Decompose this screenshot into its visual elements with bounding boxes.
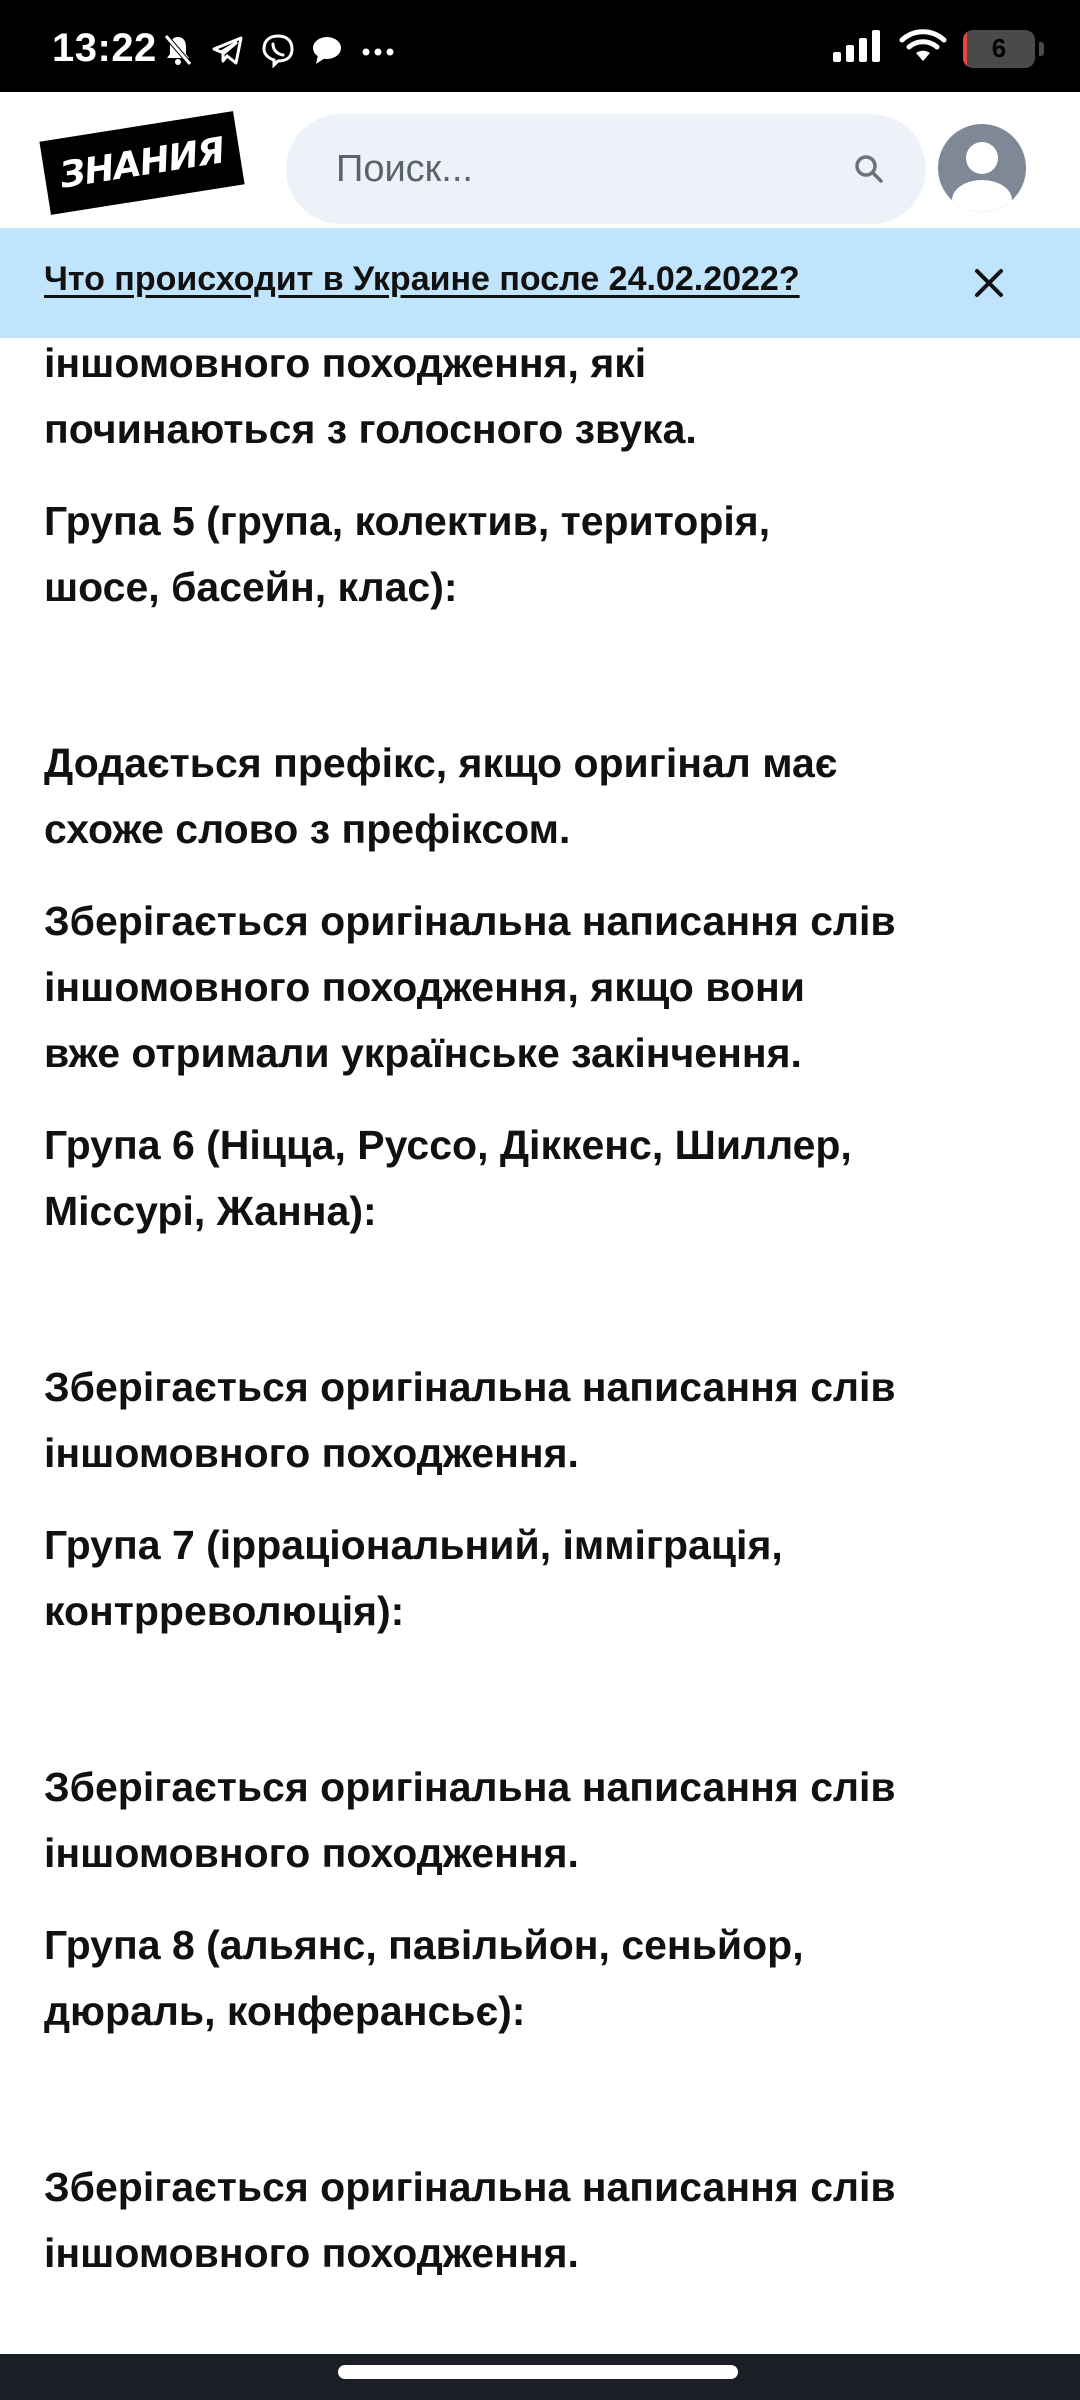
- news-banner: [0, 228, 1080, 338]
- article-line: іншомовного походження, якщо вони: [44, 964, 805, 1010]
- article-line: Група 5 (група, колектив, територія,: [44, 498, 771, 544]
- viber-icon: [260, 32, 296, 68]
- battery-cap: [1039, 42, 1044, 56]
- battery-fill: [963, 30, 967, 68]
- article-line: схоже слово з префіксом.: [44, 806, 571, 852]
- battery-icon: [963, 30, 1035, 68]
- site-header: [0, 92, 1080, 228]
- article-line: Міссурі, Жанна):: [44, 1188, 377, 1234]
- status-notification-icons: [160, 32, 398, 68]
- article-line: шосе, басейн, клас):: [44, 564, 458, 610]
- wifi-icon: [899, 28, 947, 69]
- article-line: Додається префікс, якщо оригінал має: [44, 740, 838, 786]
- article-line: іншомовного походження, які: [44, 340, 647, 386]
- article-line: починаються з голосного звука.: [44, 406, 697, 452]
- status-system-icons: [831, 28, 1044, 69]
- signal-icon: [831, 28, 883, 69]
- article-line: Зберігається оригінальна написання слів: [44, 1364, 896, 1410]
- muted-bell-icon: [160, 32, 196, 68]
- status-time: 13:22: [52, 26, 157, 70]
- status-bar: [0, 0, 1080, 92]
- article-line: іншомовного походження.: [44, 1830, 579, 1876]
- logo-text: ЗНАНИЯ: [57, 129, 227, 197]
- article-line: вже отримали українське закінчення.: [44, 1030, 802, 1076]
- banner-link[interactable]: Что происходит в Украине после 24.02.2022?: [44, 260, 800, 298]
- site-logo[interactable]: [39, 111, 244, 215]
- article-line: Зберігається оригінальна написання слів: [44, 898, 896, 944]
- article-line: дюраль, конферансьє):: [44, 1988, 526, 2034]
- home-indicator[interactable]: [338, 2365, 738, 2379]
- article-line: Зберігається оригінальна написання слів: [44, 1764, 896, 1810]
- more-dots-icon: [358, 32, 398, 68]
- article-line: іншомовного походження.: [44, 1430, 579, 1476]
- telegram-icon: [210, 32, 246, 68]
- close-icon[interactable]: [972, 266, 1006, 300]
- battery-level: 6: [991, 33, 1007, 63]
- article-line: Зберігається оригінальна написання слів: [44, 2164, 896, 2210]
- search-box[interactable]: [286, 114, 926, 224]
- article-line: іншомовного походження.: [44, 2230, 579, 2276]
- article-line: Група 6 (Ніцца, Руссо, Діккенс, Шиллер,: [44, 1122, 852, 1168]
- article-line: Група 8 (альянс, павільйон, сеньйор,: [44, 1922, 804, 1968]
- search-input[interactable]: [334, 147, 852, 192]
- article-line: Група 7 (ірраціональний, імміграція,: [44, 1522, 783, 1568]
- user-avatar-icon[interactable]: [938, 124, 1026, 212]
- article-line: контрреволюція):: [44, 1588, 405, 1634]
- search-icon[interactable]: [852, 152, 886, 186]
- chat-bubble-icon: [310, 33, 344, 67]
